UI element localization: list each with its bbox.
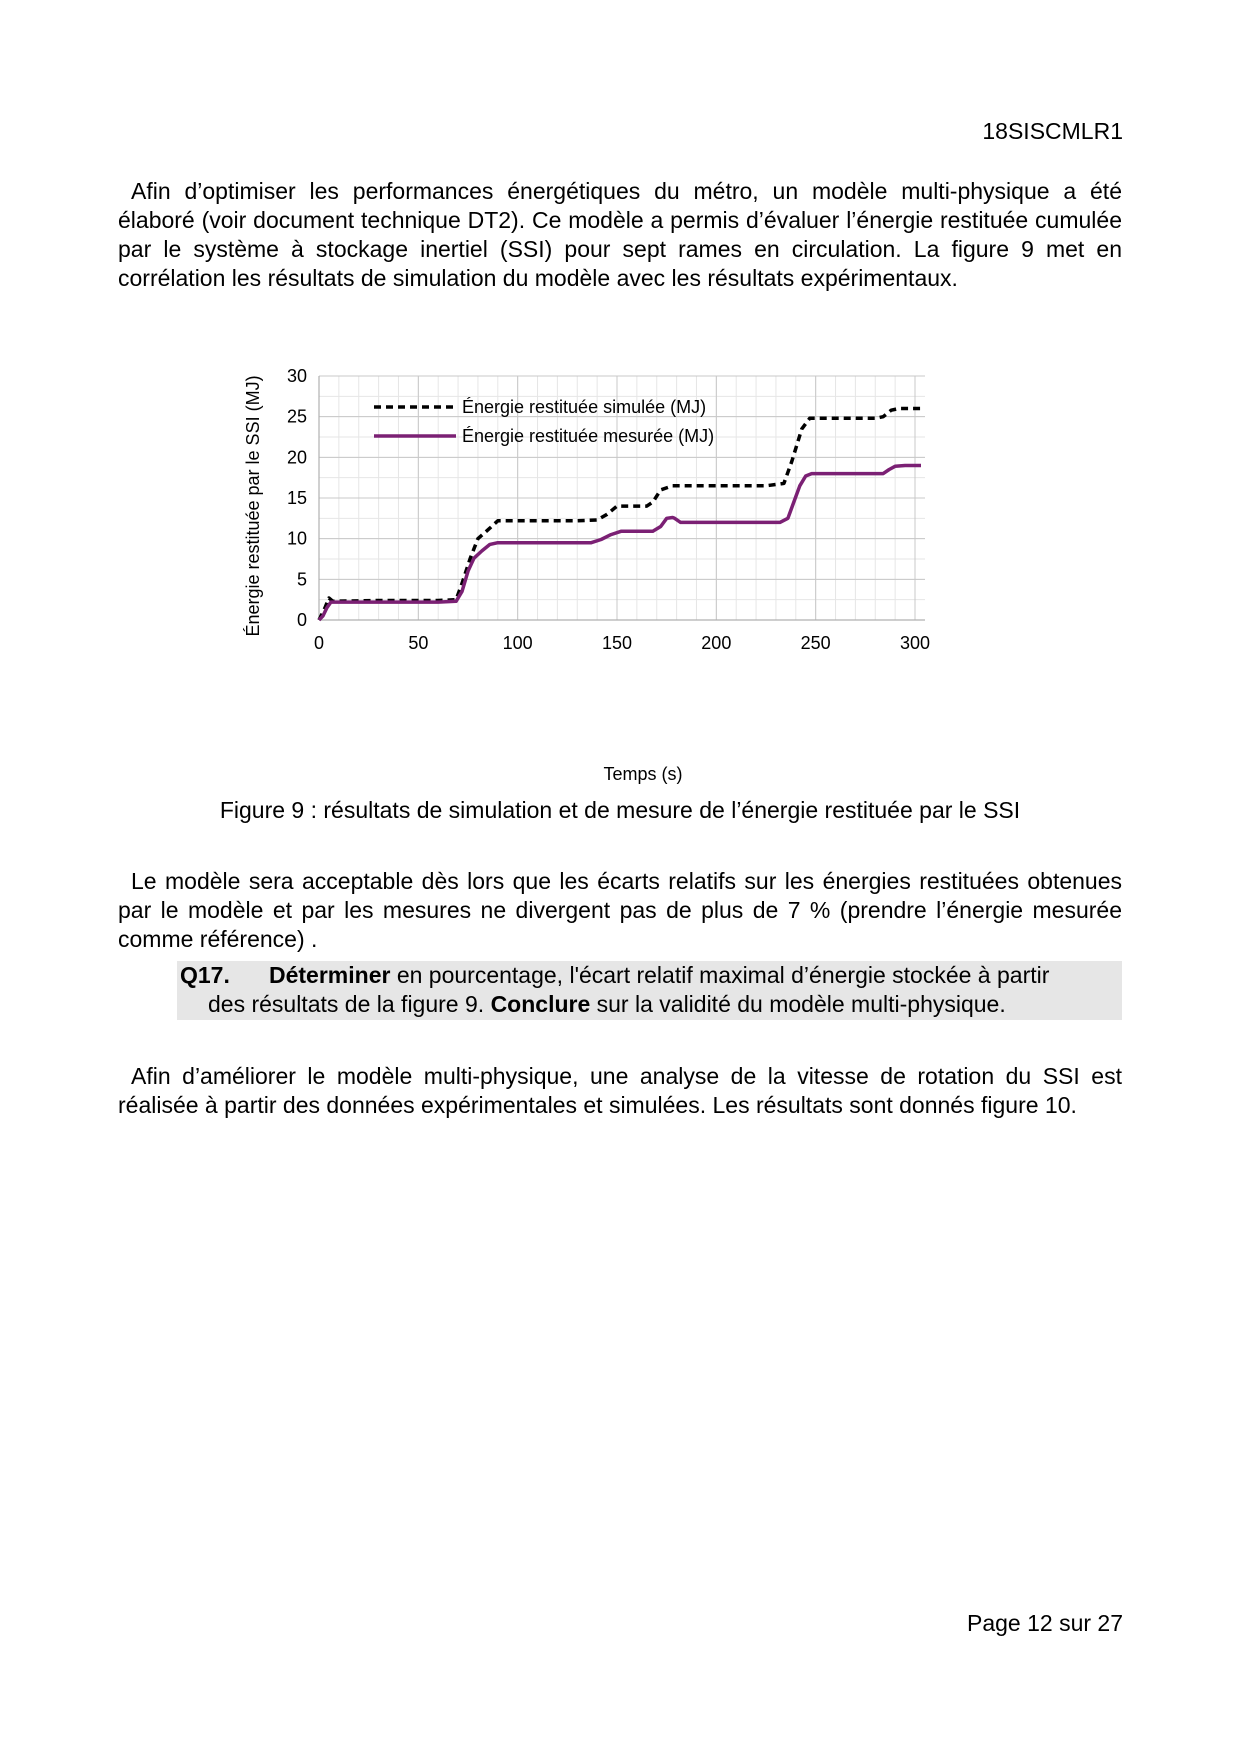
criteria-paragraph: Le modèle sera acceptable dès lors que les écarts relatifs sur les énergies restituées obtenues par le modèle et par les mesures ne divergent pas de plus de 7 % (prendre l’énergie mesurée comme référence) .	[118, 868, 1122, 952]
chart-svg	[230, 360, 1030, 800]
question-box	[177, 961, 1122, 1020]
question-line-2	[208, 990, 1006, 1019]
y-tick-label: 5	[296, 569, 307, 590]
y-axis-label: Énergie restituée par le SSI (MJ)	[243, 375, 263, 637]
intro-paragraph: Afin d’optimiser les performances énergétiques du métro, un modèle multi-physique a été élaboré (voir document technique DT2). Ce modèle a permis d’évaluer l’énergie restituée cumulée par le système à stockage inertiel (SSI) pour sept rames en circulation. La figure 9 met en corrélation les résultats de simulation du modèle avec les résultats expérimentaux.	[118, 178, 1122, 291]
x-tick-label: 50	[408, 633, 429, 653]
y-tick-label: 10	[286, 528, 307, 549]
question-verb-determine: Déterminer	[269, 962, 391, 988]
question-line-1	[269, 961, 1049, 990]
y-tick-label: 15	[286, 488, 307, 508]
page-number: Page 12 sur 27	[966, 1610, 1123, 1636]
x-tick-label: 0	[313, 633, 325, 653]
y-tick-label: 0	[296, 610, 307, 630]
legend-label-simulated: Énergie restituée simulée (MJ)	[462, 397, 707, 417]
question-verb-conclude: Conclure	[490, 991, 591, 1017]
legend-label-measured: Énergie restituée mesurée (MJ)	[462, 426, 715, 446]
question-text-2a: des résultats de la figure 9.	[208, 991, 491, 1017]
question-number: Q17.	[180, 962, 230, 988]
x-tick-label: 300	[899, 633, 931, 653]
y-tick-label: 25	[286, 406, 307, 427]
x-tick-label: 100	[502, 633, 533, 653]
figure-9-chart	[230, 360, 1030, 800]
x-axis-label: Temps (s)	[603, 764, 683, 784]
figure-caption: Figure 9 : résultats de simulation et de mesure de l’énergie restituée par le SSI	[219, 797, 1021, 823]
x-tick-label: 200	[701, 633, 732, 653]
y-tick-label: 30	[286, 366, 307, 386]
question-text-1: en pourcentage, l'écart relatif maximal d’énergie stockée à partir	[390, 962, 1050, 988]
x-tick-label: 250	[800, 633, 831, 653]
closing-paragraph: Afin d’améliorer le modèle multi-physique, une analyse de la vitesse de rotation du SSI est réalisée à partir des données expérimentales et simulées. Les résultats sont donnés figure 10.	[118, 1063, 1122, 1118]
question-text-2b: sur la validité du modèle multi-physique.	[590, 991, 1006, 1017]
document-code: 18SISCMLR1	[982, 118, 1123, 144]
x-tick-label: 150	[601, 633, 633, 653]
y-tick-label: 20	[286, 447, 307, 468]
